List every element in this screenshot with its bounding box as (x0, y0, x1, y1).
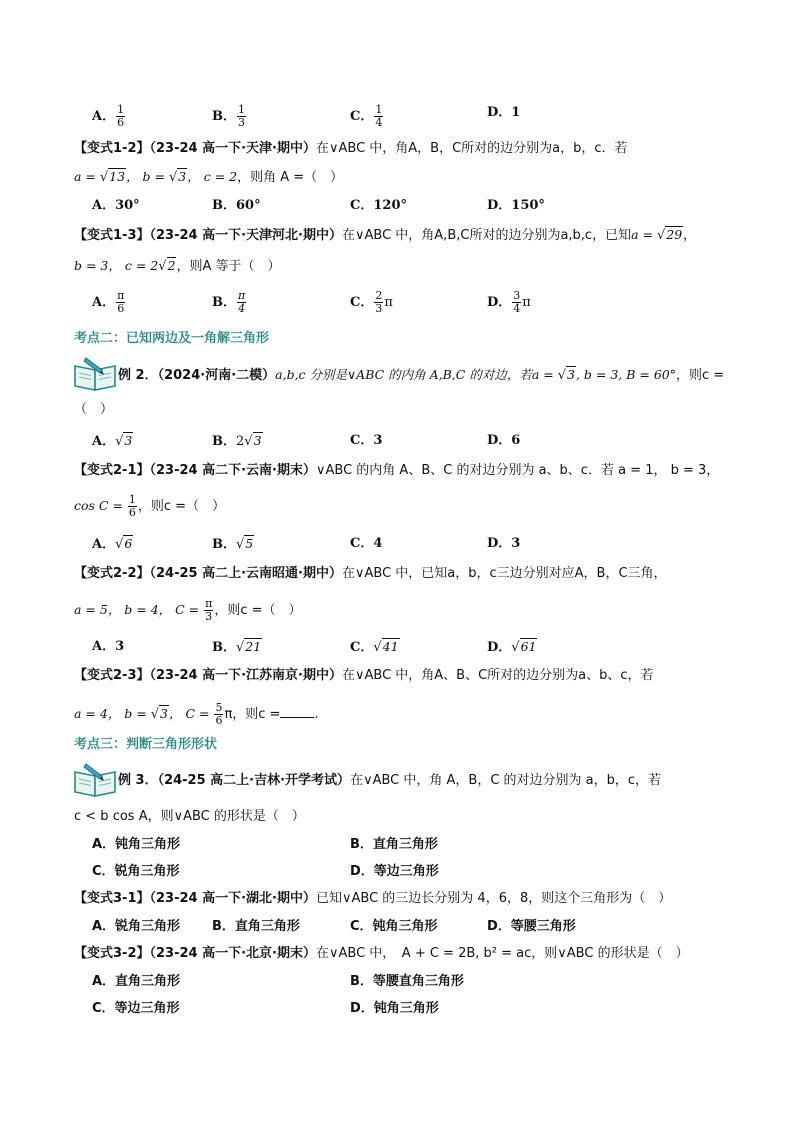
variant-3-2-opt-a: A．直角三角形 (92, 974, 181, 989)
variant-2-2-line1: 【变式2-2】（24-25 高二上·云南昭通·期中）在∨ABC 中，已知a，b，c三边分别对应A，B，C三角， (74, 566, 667, 581)
variant-1-3-line1: 【变式1-3】（23-24 高一下·天津河北·期中）在∨ABC 中，角A,B,C所对的边分别为a,b,c，已知a = √29， (74, 227, 697, 243)
variant-3-2-opt-d: D．钝角三角形 (350, 1001, 439, 1016)
variant-3-2-line1: 【变式3-2】（23-24 高一下·北京·期末）在∨ABC 中， A + C = 2B, b² = ac，则∨ABC 的形状是（ ） (74, 946, 689, 961)
variant-2-1-opt-d: D．3 (487, 536, 521, 551)
variant-2-1-line1: 【变式2-1】（23-24 高二下·云南·期末）∨ABC 的内角 A、B、C 的对边分别为 a、b、c．若 a = 1， b = 3， (74, 463, 720, 478)
option-d: D．1 (487, 105, 521, 120)
variant-3-1-opt-a: A．锐角三角形 (92, 919, 181, 934)
variant-1-3-line2: b = 3， c = 2√2，则A 等于（ ） (74, 258, 281, 274)
variant-3-1-opt-c: C．钝角三角形 (350, 919, 438, 934)
example-3-line2: c < b cos A，则∨ABC 的形状是（ ） (74, 809, 305, 824)
option-b: B． $\frac{1}{3}$ (212, 103, 245, 129)
variant-1-2-opt-b: B．60° (212, 198, 261, 213)
variant-3-2-opt-b: B．等腰直角三角形 (350, 974, 464, 989)
example-2-paren: （ ） (74, 402, 114, 417)
answer-blank[interactable] (280, 705, 314, 718)
variant-1-3-opt-b: B． $\frac{\pi}{4}$ (212, 289, 246, 315)
kaodian-3-heading: 考点三：判断三角形形状 (74, 737, 218, 752)
variant-2-2-line2: a = 5， b = 4， C = $\frac{\pi}{3}$ ，则c =（ ） (74, 597, 302, 623)
variant-1-2-opt-d: D．150° (487, 198, 545, 213)
variant-3-2-opt-c: C．等边三角形 (92, 1001, 180, 1016)
example-2-opt-b: B．2√3 (212, 433, 262, 449)
example-2-opt-d: D．6 (487, 433, 521, 448)
variant-2-2-opt-c: C．√41 (350, 639, 399, 655)
variant-3-1-opt-b: B．直角三角形 (212, 919, 300, 934)
example-2-line1: 例 2．（2024·河南·二模）a,b,c 分别是∨ABC 的内角 A,B,C 的对边，若a = √3, b = 3, B = 60°，则c = (118, 367, 725, 383)
variant-2-2-opt-d: D．√61 (487, 639, 537, 655)
variant-1-2-opt-c: C．120° (350, 198, 407, 213)
variant-2-3-line2: a = 4， b = √3， C = $\frac{5}{6}$ π，则c = . (74, 701, 319, 727)
book-pencil-icon (72, 762, 118, 798)
variant-2-1-line2: cos C = $\frac{1}{6}$ ，则c =（ ） (74, 493, 226, 519)
kaodian-2-heading: 考点二：已知两边及一角解三角形 (74, 331, 270, 346)
variant-2-1-opt-c: C．4 (350, 536, 383, 551)
variant-1-3-opt-d: D． $\frac{3}{4}$ π (487, 289, 531, 315)
variant-2-1-opt-b: B．√5 (212, 536, 254, 552)
variant-1-3-opt-a: A． $\frac{\pi}{6}$ (92, 289, 125, 315)
variant-3-1-line1: 【变式3-1】（23-24 高一下·湖北·期中）已知∨ABC 的三边长分别为 4，6，8，则这个三角形为（ ） (74, 891, 672, 906)
variant-2-1-opt-a: A．√6 (92, 536, 133, 552)
variant-2-2-opt-a: A．3 (92, 639, 125, 654)
example-3-opt-c: C．锐角三角形 (92, 864, 180, 879)
example-3-opt-d: D．等边三角形 (350, 864, 439, 879)
option-a: A． $\frac{1}{6}$ (92, 103, 125, 129)
example-3-opt-a: A．钝角三角形 (92, 837, 181, 852)
example-3-opt-b: B．直角三角形 (350, 837, 438, 852)
option-c: C． $\frac{1}{4}$ (350, 103, 383, 129)
variant-3-1-opt-d: D．等腰三角形 (487, 919, 576, 934)
variant-1-3-opt-c: C． $\frac{2}{3}$ π (350, 289, 393, 315)
example-2-opt-c: C．3 (350, 433, 383, 448)
example-2-opt-a: A．√3 (92, 433, 133, 449)
book-pencil-icon (72, 356, 118, 392)
variant-2-2-opt-b: B．√21 (212, 639, 262, 655)
variant-2-3-line1: 【变式2-3】（23-24 高一下·江苏南京·期中）在∨ABC 中，角A、B、C所对的边分别为a、b、c，若 (74, 668, 654, 683)
variant-1-2-line1: 【变式1-2】（23-24 高一下·天津·期中）在∨ABC 中，角A，B，C所对的边分别为a，b，c．若 (74, 141, 628, 156)
variant-1-2-line2: a = √13， b = √3， c = 2，则角 A =（ ） (74, 169, 344, 185)
variant-1-2-opt-a: A．30° (92, 198, 140, 213)
example-3-line1: 例 3．（24-25 高二上·吉林·开学考试）在∨ABC 中，角 A，B，C 的对边分别为 a，b，c，若 (118, 773, 662, 788)
